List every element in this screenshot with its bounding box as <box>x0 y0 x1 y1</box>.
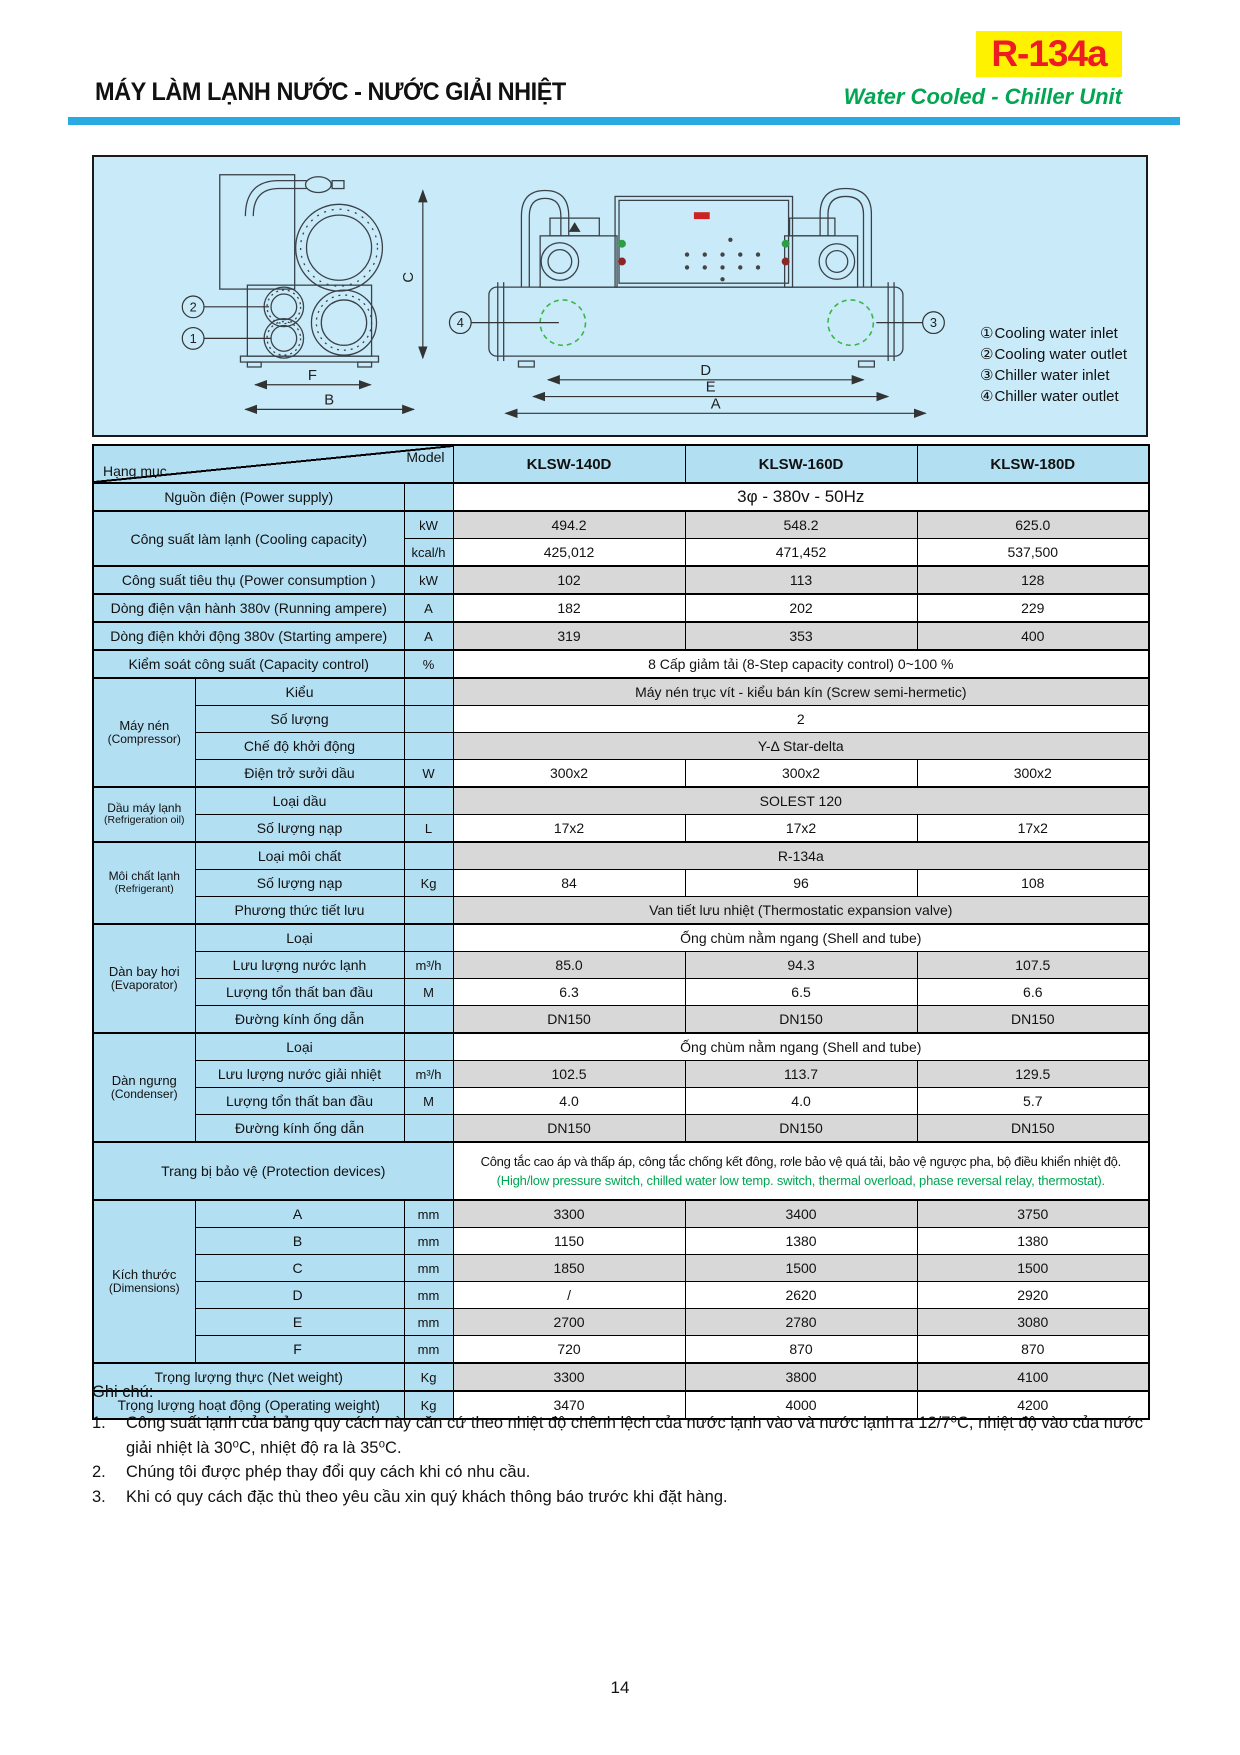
group-line1: Môi chất lạnh <box>108 869 180 884</box>
unit-cell: mm <box>404 1336 453 1364</box>
row-label: Loại môi chất <box>195 842 404 870</box>
compressor-quantity-row <box>93 706 1149 733</box>
dim-label-a: A <box>710 396 721 413</box>
refrigerant-badge: R-134a <box>976 31 1122 77</box>
value-cell: 6.3 <box>453 979 685 1006</box>
value-cell: 425,012 <box>453 539 685 567</box>
unit-cell: m³/h <box>404 952 453 979</box>
value-cell: DN150 <box>685 1115 917 1143</box>
protection-line-en: (High/low pressure switch, chilled water low temp. switch, thermal overload, phase reversal relay, thermostat). <box>496 1172 1105 1188</box>
dimension-row-c <box>93 1255 1149 1282</box>
row-label: Đường kính ống dẫn <box>195 1006 404 1034</box>
group-line1: Dàn bay hơi <box>108 963 180 979</box>
value-cell: 1850 <box>453 1255 685 1282</box>
callout-3: 3 <box>929 315 938 331</box>
value-cell: 4.0 <box>453 1088 685 1115</box>
header-rule <box>68 117 1180 125</box>
row-label: Loại <box>195 924 404 952</box>
unit-cell: % <box>404 650 453 678</box>
oil-type-row <box>93 787 1149 815</box>
dimension-row-a <box>93 1200 1149 1228</box>
dimension-row-d <box>93 1282 1149 1309</box>
corner-label: Hạng mục <box>103 463 167 479</box>
value-cell: 2920 <box>917 1282 1149 1309</box>
spec-table-wrapper <box>92 444 1150 1420</box>
value-cell: 5.7 <box>917 1088 1149 1115</box>
value-span: Van tiết lưu nhiệt (Thermostatic expansion valve) <box>453 897 1149 925</box>
unit-cell: mm <box>404 1228 453 1255</box>
value-cell: 182 <box>453 594 685 622</box>
page-title: MÁY LÀM LẠNH NƯỚC - NƯỚC GIẢI NHIỆT <box>95 78 566 106</box>
group-label-oil <box>93 787 195 842</box>
unit-cell <box>404 1006 453 1034</box>
value-cell: 319 <box>453 622 685 650</box>
value-cell: 129.5 <box>917 1061 1149 1088</box>
unit-cell <box>404 706 453 733</box>
group-line1: Dàn ngưng <box>111 1072 177 1088</box>
corner-cell <box>93 445 453 483</box>
value-cell: 548.2 <box>685 511 917 539</box>
value-cell: 2700 <box>453 1309 685 1336</box>
unit-cell: mm <box>404 1309 453 1336</box>
row-label: Kiểm soát công suất (Capacity control) <box>93 650 404 678</box>
group-line1: Kích thước <box>112 1266 177 1282</box>
note-item <box>92 1460 1156 1485</box>
value-cell: DN150 <box>685 1006 917 1034</box>
evaporator-drop-row <box>93 979 1149 1006</box>
row-label: Dòng điện vận hành 380v (Running ampere) <box>93 594 404 622</box>
evaporator-type-row <box>93 924 1149 952</box>
value-cell: 17x2 <box>917 815 1149 843</box>
group-line1: Dầu máy lạnh <box>107 800 182 815</box>
row-label: Số lượng nạp <box>195 815 404 843</box>
legend-item <box>980 323 1127 344</box>
protection-row <box>93 1142 1149 1200</box>
row-label: Lưu lượng nước giải nhiệt <box>195 1061 404 1088</box>
notes-heading: Ghi chú: <box>92 1383 154 1401</box>
group-line2: (Refrigeration oil) <box>103 814 185 827</box>
value-span: SOLEST 120 <box>453 787 1149 815</box>
legend-num-4: ④ <box>980 388 994 405</box>
dim-letter: A <box>195 1200 404 1228</box>
value-cell: 300x2 <box>453 760 685 788</box>
value-cell: 2780 <box>685 1309 917 1336</box>
unit-cell: Kg <box>404 1363 453 1391</box>
row-label: Trang bị bảo vệ (Protection devices) <box>93 1142 453 1200</box>
value-cell: 229 <box>917 594 1149 622</box>
row-label: Trọng lượng hoạt động (Operating weight) <box>93 1391 404 1419</box>
value-cell: 625.0 <box>917 511 1149 539</box>
legend-label-4: Chiller water outlet <box>994 388 1119 405</box>
unit-cell: L <box>404 815 453 843</box>
starting-ampere-row <box>93 622 1149 650</box>
note-number: 2. <box>92 1463 106 1482</box>
value-span: Ống chùm nằm ngang (Shell and tube) <box>453 1033 1149 1061</box>
unit-cell: mm <box>404 1255 453 1282</box>
oil-charge-row <box>93 815 1149 843</box>
note-number: 1. <box>92 1413 106 1432</box>
value-cell: 537,500 <box>917 539 1149 567</box>
compressor-type-row <box>93 678 1149 706</box>
unit-cell: W <box>404 760 453 788</box>
value-cell: DN150 <box>917 1006 1149 1034</box>
value-cell: 300x2 <box>685 760 917 788</box>
group-line2: (Evaporator) <box>110 978 178 993</box>
capacity-control-row <box>93 650 1149 678</box>
refrigerant-type-row <box>93 842 1149 870</box>
value-cell: 107.5 <box>917 952 1149 979</box>
power-supply-value: 3φ - 380v - 50Hz <box>453 483 1149 511</box>
row-label: Đường kính ống dẫn <box>195 1115 404 1143</box>
unit-cell <box>404 924 453 952</box>
dim-label-e: E <box>705 379 716 396</box>
unit-cell <box>404 1115 453 1143</box>
callout-1: 1 <box>189 330 197 346</box>
legend-num-2: ② <box>980 346 994 363</box>
value-cell: 353 <box>685 622 917 650</box>
model-header-3: KLSW-180D <box>917 445 1149 483</box>
legend-label-2: Cooling water outlet <box>994 346 1128 363</box>
row-label: Lượng tổn thất ban đầu <box>195 1088 404 1115</box>
dim-label-d: D <box>700 362 712 379</box>
group-label-refrigerant <box>93 842 195 924</box>
condenser-flow-row <box>93 1061 1149 1088</box>
legend-item <box>980 365 1127 386</box>
dimension-lines <box>245 191 925 414</box>
value-cell: 3470 <box>453 1391 685 1419</box>
value-cell: 3300 <box>453 1200 685 1228</box>
unit-cell: A <box>404 594 453 622</box>
value-cell: DN150 <box>917 1115 1149 1143</box>
note-text: Công suất lạnh của bảng quy cách này căn cứ theo nhiệt độ chênh lệch của nước lạnh vào và nước lạnh ra 12/7⁰C, nhiệt độ vào của nước giải nhiệt là 30⁰C, nhiệt độ ra là 35⁰C. <box>126 1413 1144 1457</box>
corner-model: Model <box>406 449 445 465</box>
group-line2: (Dimensions) <box>108 1281 180 1296</box>
control-panel-dots <box>569 212 790 281</box>
note-item <box>92 1411 1156 1461</box>
value-cell: 4000 <box>685 1391 917 1419</box>
row-label: Công suất tiêu thụ (Power consumption ) <box>93 566 404 594</box>
value-cell: 94.3 <box>685 952 917 979</box>
legend-item <box>980 386 1127 407</box>
row-label: Số lượng <box>195 706 404 733</box>
dim-label-c: C <box>400 271 417 283</box>
expansion-row <box>93 897 1149 925</box>
page-subtitle: Water Cooled - Chiller Unit <box>843 84 1122 109</box>
condenser-type-row <box>93 1033 1149 1061</box>
value-cell: 108 <box>917 870 1149 897</box>
refrigerant-charge-row <box>93 870 1149 897</box>
dim-letter: E <box>195 1309 404 1336</box>
dim-label-b: B <box>324 392 335 409</box>
unit-cell: A <box>404 622 453 650</box>
value-cell: 870 <box>917 1336 1149 1364</box>
value-cell: 128 <box>917 566 1149 594</box>
value-cell: DN150 <box>453 1115 685 1143</box>
value-cell: 471,452 <box>685 539 917 567</box>
oil-heater-row <box>93 760 1149 788</box>
protection-line-vi: Công tắc cao áp và thấp áp, công tắc chống kết đông, rơle bảo vệ quá tải, bảo vệ ngược pha, bộ điều khiển nhiệt độ. <box>480 1153 1121 1169</box>
compressor-starting-row <box>93 733 1149 760</box>
group-line2: (Condenser) <box>110 1087 178 1102</box>
drawing-legend <box>980 323 1127 407</box>
dim-letter: C <box>195 1255 404 1282</box>
row-label: Phương thức tiết lưu <box>195 897 404 925</box>
evaporator-flow-row <box>93 952 1149 979</box>
unit-cell <box>404 678 453 706</box>
value-cell: 4.0 <box>685 1088 917 1115</box>
value-cell: 113 <box>685 566 917 594</box>
legend-num-3: ③ <box>980 367 994 384</box>
callout-numbers <box>190 299 937 346</box>
page-number: 14 <box>610 1678 630 1697</box>
value-cell: 3750 <box>917 1200 1149 1228</box>
value-cell: 3300 <box>453 1363 685 1391</box>
model-header-1: KLSW-140D <box>453 445 685 483</box>
row-label: Điện trở sưởi dầu <box>195 760 404 788</box>
group-label-dimensions <box>93 1200 195 1363</box>
running-ampere-row <box>93 594 1149 622</box>
unit-cell <box>404 733 453 760</box>
value-cell: 85.0 <box>453 952 685 979</box>
unit-cell: M <box>404 1088 453 1115</box>
spec-table <box>92 444 1150 1420</box>
row-label: Lượng tổn thất ban đầu <box>195 979 404 1006</box>
value-cell: 102.5 <box>453 1061 685 1088</box>
value-cell: 1500 <box>685 1255 917 1282</box>
unit-cell: kW <box>404 566 453 594</box>
value-span: Máy nén trục vít - kiểu bán kín (Screw semi-hermetic) <box>453 678 1149 706</box>
unit-cell: Kg <box>404 870 453 897</box>
value-cell: 113.7 <box>685 1061 917 1088</box>
row-label: Dòng điện khởi động 380v (Starting ampere) <box>93 622 404 650</box>
unit-cell <box>404 842 453 870</box>
value-cell: 494.2 <box>453 511 685 539</box>
unit-cell: kcal/h <box>404 539 453 567</box>
value-span: Y-Δ Star-delta <box>453 733 1149 760</box>
dim-letter: F <box>195 1336 404 1364</box>
dim-letter: B <box>195 1228 404 1255</box>
value-cell: 1380 <box>917 1228 1149 1255</box>
value-cell: 4100 <box>917 1363 1149 1391</box>
value-cell: 3400 <box>685 1200 917 1228</box>
unit-cell: mm <box>404 1200 453 1228</box>
technical-drawing-panel <box>92 155 1148 437</box>
value-cell: 300x2 <box>917 760 1149 788</box>
value-cell: 6.5 <box>685 979 917 1006</box>
power-supply-row <box>93 483 1149 511</box>
value-cell: 17x2 <box>453 815 685 843</box>
value-cell: 17x2 <box>685 815 917 843</box>
value-cell: 84 <box>453 870 685 897</box>
value-span: 2 <box>453 706 1149 733</box>
condenser-drop-row <box>93 1088 1149 1115</box>
value-cell: 3080 <box>917 1309 1149 1336</box>
value-cell: 2620 <box>685 1282 917 1309</box>
group-label-compressor <box>93 678 195 787</box>
capacity-control-value: 8 Cấp giảm tải (8-Step capacity control) 0~100 % <box>453 650 1149 678</box>
value-cell: 6.6 <box>917 979 1149 1006</box>
row-label: Trọng lượng thực (Net weight) <box>93 1363 404 1391</box>
dim-label-f: F <box>307 367 317 384</box>
legend-item <box>980 344 1127 365</box>
dimension-row-b <box>93 1228 1149 1255</box>
protection-value <box>453 1142 1149 1200</box>
row-label: Công suất làm lạnh (Cooling capacity) <box>93 511 404 566</box>
unit-cell: M <box>404 979 453 1006</box>
value-cell: 4200 <box>917 1391 1149 1419</box>
note-item <box>92 1485 1156 1510</box>
unit-cell <box>404 897 453 925</box>
group-line1: Máy nén <box>119 717 170 733</box>
row-label: Lưu lượng nước lạnh <box>195 952 404 979</box>
value-span: R-134a <box>453 842 1149 870</box>
evaporator-pipe-row <box>93 1006 1149 1034</box>
group-line2: (Compressor) <box>107 732 181 747</box>
value-cell: 202 <box>685 594 917 622</box>
value-cell: DN150 <box>453 1006 685 1034</box>
value-cell: 720 <box>453 1336 685 1364</box>
unit-cell <box>404 1033 453 1061</box>
row-label: Loại dầu <box>195 787 404 815</box>
unit-cell: kW <box>404 511 453 539</box>
cooling-capacity-kw-row <box>93 511 1149 539</box>
table-header-row <box>93 445 1149 483</box>
model-header-2: KLSW-160D <box>685 445 917 483</box>
unit-cell: Kg <box>404 1391 453 1419</box>
group-label-evaporator <box>93 924 195 1033</box>
row-label: Nguồn điện (Power supply) <box>93 483 404 511</box>
port-marker-circles <box>540 300 873 345</box>
value-cell: 870 <box>685 1336 917 1364</box>
condenser-pipe-row <box>93 1115 1149 1143</box>
legend-label-1: Cooling water inlet <box>994 325 1118 342</box>
value-cell: 96 <box>685 870 917 897</box>
unit-cell <box>404 483 453 511</box>
callout-2: 2 <box>189 299 197 315</box>
dim-letter: D <box>195 1282 404 1309</box>
row-label: Kiểu <box>195 678 404 706</box>
note-text: Khi có quy cách đặc thù theo yêu cầu xin quý khách thông báo trước khi đặt hàng. <box>126 1488 728 1506</box>
value-cell: 400 <box>917 622 1149 650</box>
callout-4: 4 <box>456 315 464 331</box>
row-label: Chế độ khởi động <box>195 733 404 760</box>
group-line2: (Refrigerant) <box>114 882 174 895</box>
value-cell: 1150 <box>453 1228 685 1255</box>
group-label-condenser <box>93 1033 195 1142</box>
value-cell: / <box>453 1282 685 1309</box>
value-cell: 3800 <box>685 1363 917 1391</box>
row-label: Số lượng nạp <box>195 870 404 897</box>
value-span: Ống chùm nằm ngang (Shell and tube) <box>453 924 1149 952</box>
unit-cell: mm <box>404 1282 453 1309</box>
value-cell: 1500 <box>917 1255 1149 1282</box>
unit-cell <box>404 787 453 815</box>
legend-label-3: Chiller water inlet <box>994 367 1110 384</box>
value-cell: 1380 <box>685 1228 917 1255</box>
notes-section <box>92 1380 1156 1510</box>
dimension-row-f <box>93 1336 1149 1364</box>
row-label: Loại <box>195 1033 404 1061</box>
legend-num-1: ① <box>980 325 994 342</box>
note-text: Chúng tôi được phép thay đổi quy cách khi có nhu cầu. <box>126 1463 531 1482</box>
value-cell: 102 <box>453 566 685 594</box>
unit-cell: m³/h <box>404 1061 453 1088</box>
dimension-row-e <box>93 1309 1149 1336</box>
note-number: 3. <box>92 1488 106 1506</box>
power-consumption-row <box>93 566 1149 594</box>
